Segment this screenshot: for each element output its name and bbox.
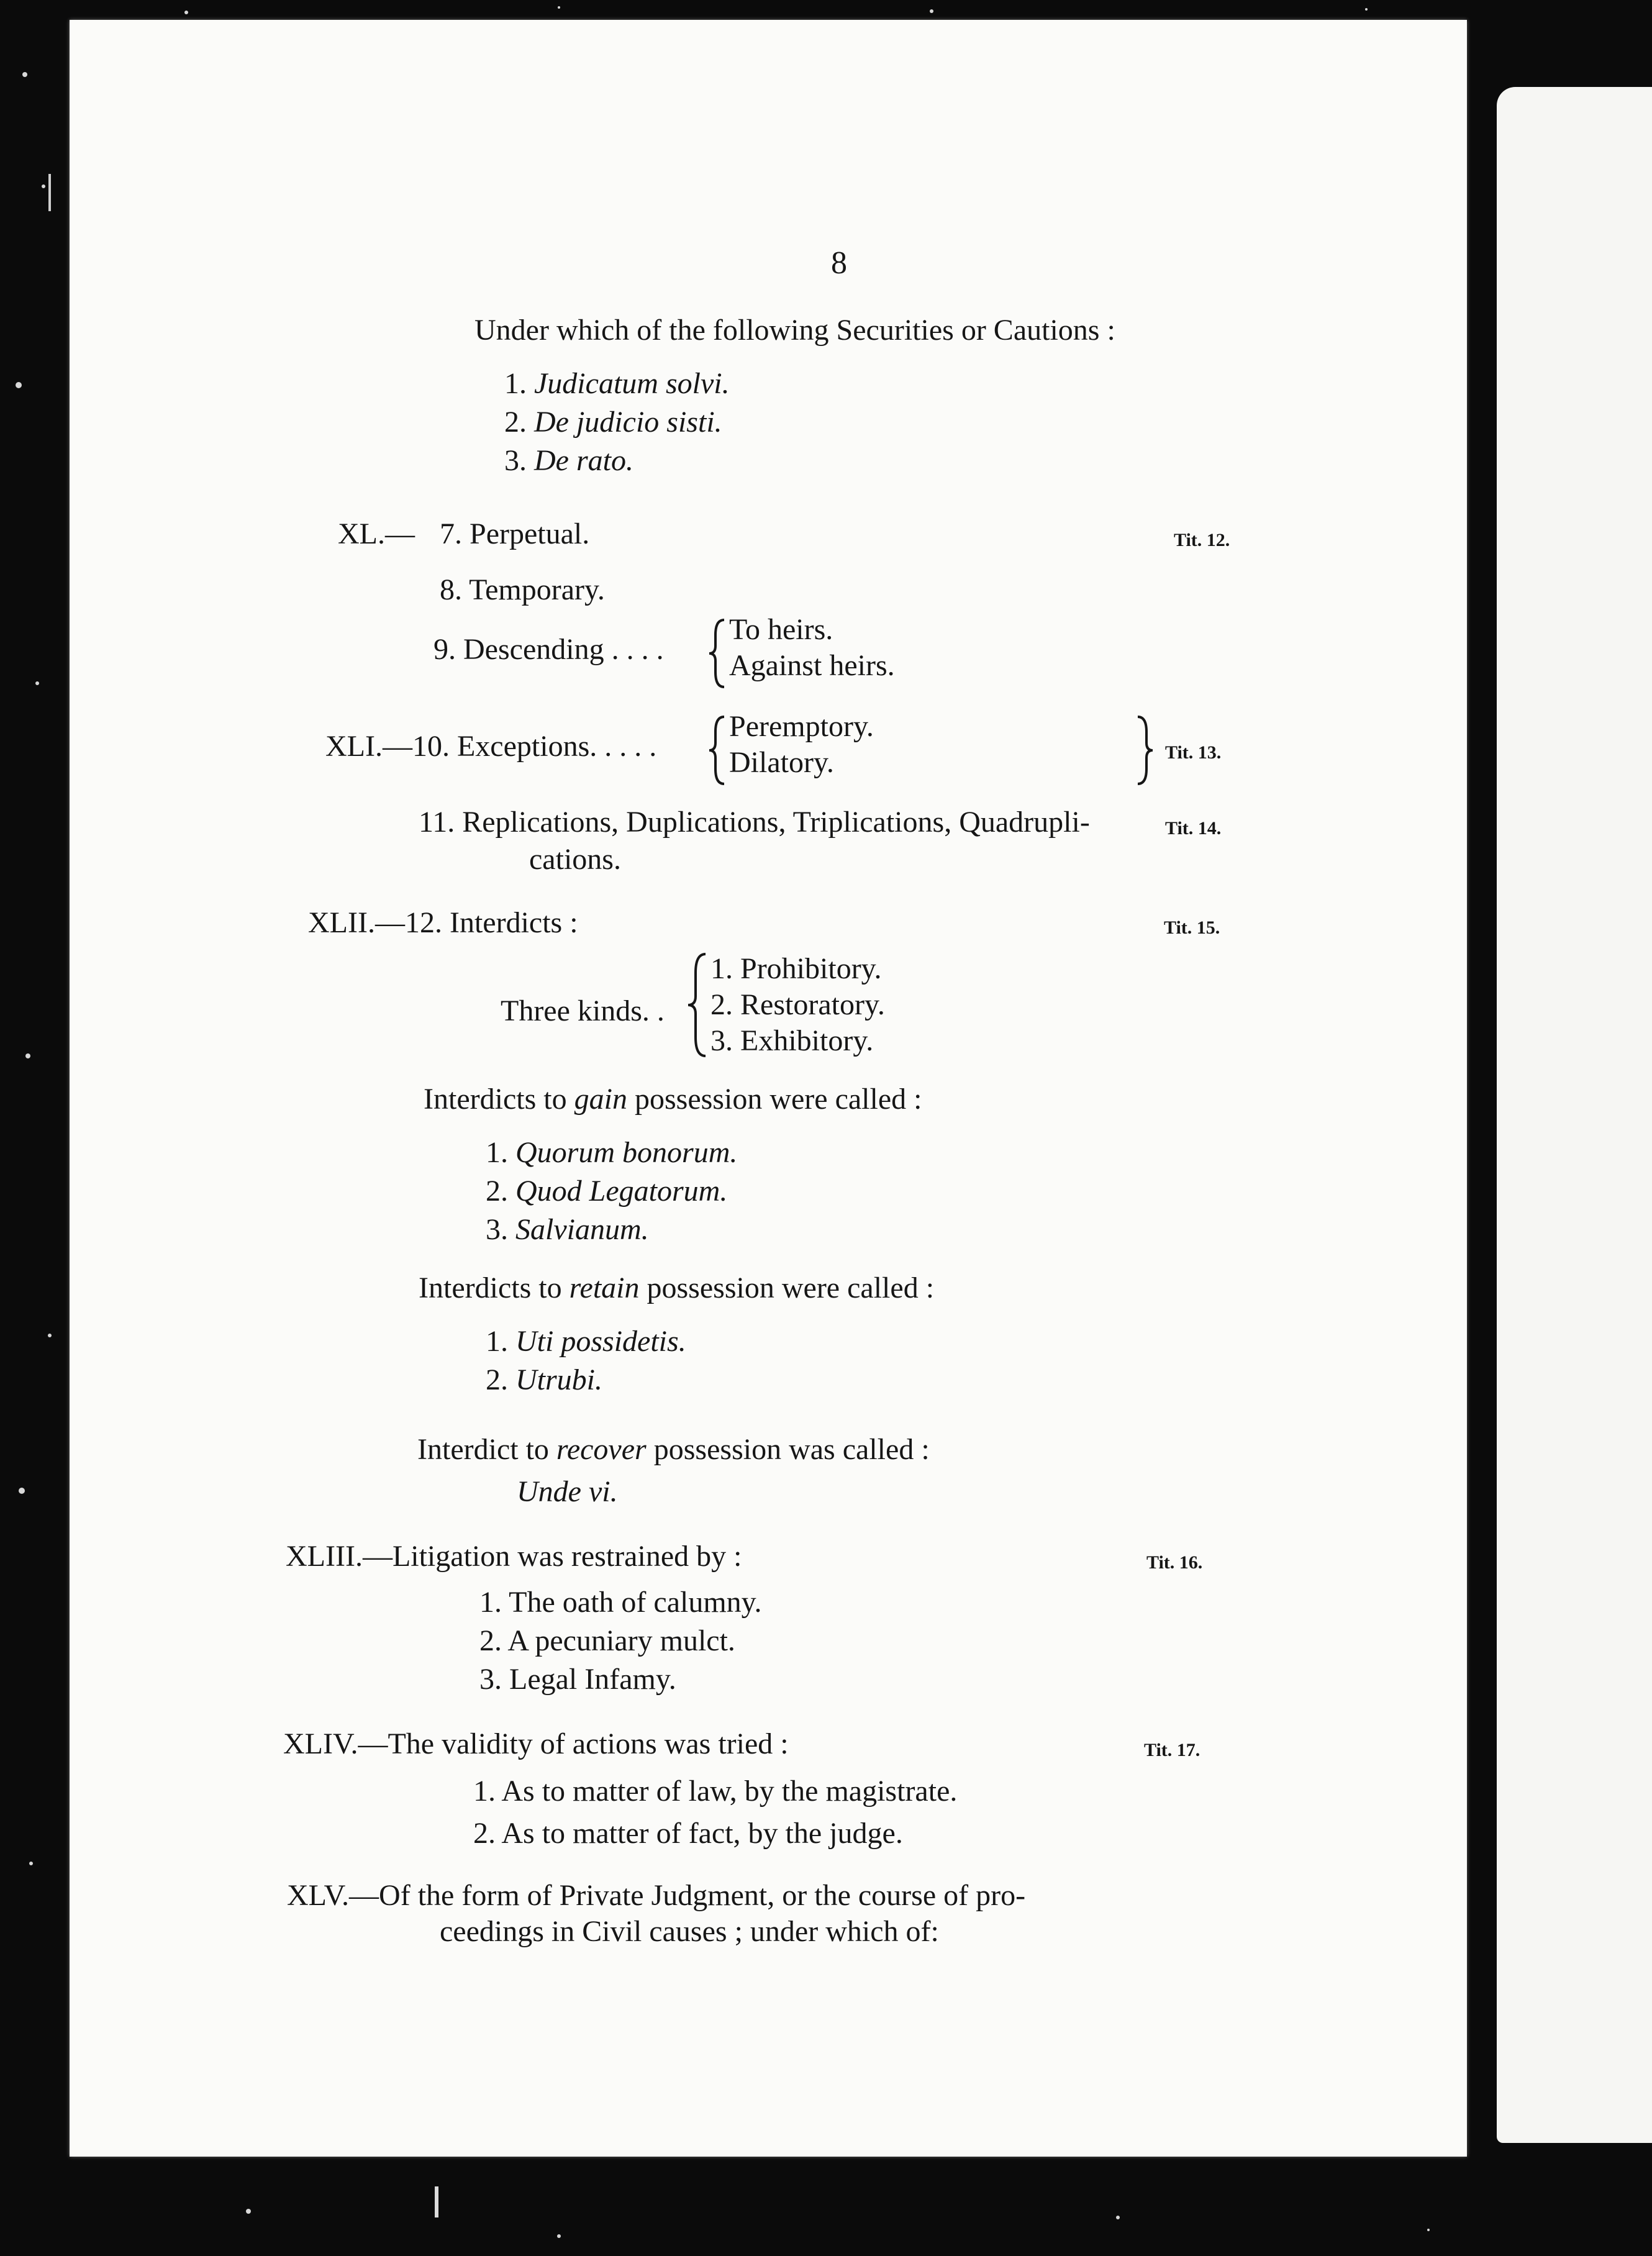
xl-item-8: 8. Temporary. [440,573,605,606]
security-item: 1. Judicatum solvi. [504,367,730,400]
xli-item-11: 11. Replications, Duplications, Triplications, Quadrupli- [419,806,1090,839]
securities-heading: Under which of the following Securities or Cautions : [474,314,1115,347]
recover-item: Unde vi. [517,1475,618,1508]
security-item: 2. De judicio sisti. [504,406,722,439]
page-number: 8 [831,245,847,281]
interdicts-retain-heading: Interdicts to retain possession were called : [419,1271,935,1304]
xl-item-9-option: To heirs. [729,613,833,646]
interdict-kinds-label: Three kinds. . [501,994,665,1027]
section-xlii-label: XLII.—12. Interdicts : [308,906,578,939]
interdict-kind: 2. Restoratory. [710,988,885,1021]
brace-icon [706,713,730,788]
tit-reference: Tit. 17. [1144,1740,1200,1760]
restraint-item: 3. Legal Infamy. [479,1663,676,1696]
brace-icon [706,616,730,691]
retain-item: 2. Utrubi. [486,1363,603,1396]
xl-item-9-option: Against heirs. [729,649,895,682]
adjacent-page-edge [1497,87,1652,2143]
tit-reference: Tit. 15. [1164,917,1220,938]
interdict-kind: 3. Exhibitory. [710,1024,874,1057]
brace-icon [684,950,712,1060]
security-item: 3. De rato. [504,444,633,477]
section-xliv-label: XLIV.—The validity of actions was tried : [283,1727,789,1760]
interdict-kind: 1. Prohibitory. [710,952,882,985]
retain-item: 1. Uti possidetis. [486,1325,686,1358]
tit-reference: Tit. 14. [1165,818,1222,839]
document-page [70,20,1467,2157]
validity-item: 1. As to matter of law, by the magistrate. [473,1775,958,1808]
gain-item: 3. Salvianum. [486,1213,649,1246]
restraint-item: 1. The oath of calumny. [479,1586,762,1619]
section-xlv-line-continued: ceedings in Civil causes ; under which of: [440,1915,939,1948]
xli-item-11-continued: cations. [529,843,621,876]
xli-option: Peremptory. [729,710,874,743]
section-xli-label: XLI.—10. Exceptions. . . . . [325,730,657,763]
xl-item-9: 9. Descending . . . . [433,633,664,666]
xli-option: Dilatory. [729,746,834,779]
tit-reference: Tit. 12. [1174,530,1230,550]
interdict-recover-heading: Interdict to recover possession was called : [417,1433,930,1466]
tit-reference: Tit. 16. [1146,1552,1203,1573]
gain-item: 2. Quod Legatorum. [486,1175,728,1208]
restraint-item: 2. A pecuniary mulct. [479,1624,735,1657]
tit-reference: Tit. 13. [1165,742,1222,763]
gain-item: 1. Quorum bonorum. [486,1136,738,1169]
interdicts-gain-heading: Interdicts to gain possession were called : [424,1083,922,1116]
validity-item: 2. As to matter of fact, by the judge. [473,1817,903,1850]
closing-brace-icon [1132,713,1156,788]
section-xl-label: XL.— [338,517,415,550]
xl-item-7: 7. Perpetual. [440,517,590,550]
section-xliii-label: XLIII.—Litigation was restrained by : [286,1540,742,1573]
section-xlv-line: XLV.—Of the form of Private Judgment, or the course of pro- [287,1879,1026,1912]
